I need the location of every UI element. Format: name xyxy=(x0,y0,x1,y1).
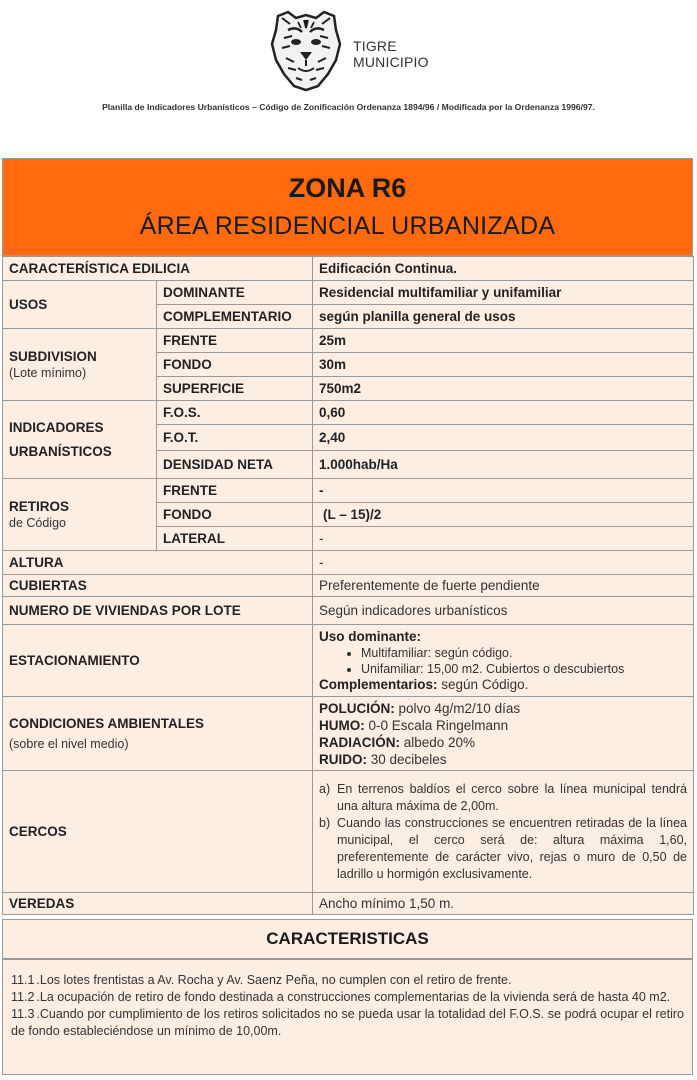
dominante-label: DOMINANTE xyxy=(157,281,313,305)
uso-dominante-title: Uso dominante: xyxy=(319,628,422,644)
list-item: b) Cuando las construcciones se encuentren retiradas de la línea municipal, el cerco será de: altura máxima 1,60, preferentemente de carácter vivo, rejas o muro de 0,50 de ladrillo u hormigón exclusivamente. xyxy=(319,815,687,881)
retiros-frente-label: FRENTE xyxy=(157,479,313,503)
retiros-title: RETIROS xyxy=(9,499,70,514)
viviendas-value: Según indicadores urbanísticos xyxy=(313,597,694,625)
complementario-label: COMPLEMENTARIO xyxy=(157,305,313,329)
list-item: 11.3 .Cuando por cumplimiento de los retiros solicitados no se pueda usar la totalidad del F.O.S. se podrá ocupar el retiro de fondo estableciéndose un mínimo de 10,00m. xyxy=(11,1007,684,1038)
viviendas-label: NUMERO DE VIVIENDAS POR LOTE xyxy=(3,597,313,625)
densidad-value: 1.000hab/Ha xyxy=(313,451,694,479)
caracteristicas-title: CARACTERISTICAS xyxy=(2,919,693,959)
table-row xyxy=(3,479,694,503)
subdivision-note: (Lote mínimo) xyxy=(9,366,87,380)
tiger-head-icon xyxy=(266,8,346,92)
estacionamiento-value xyxy=(313,625,694,697)
table-row xyxy=(3,893,694,915)
list-item: • Multifamiliar: según código. xyxy=(361,645,687,661)
subdivision-label xyxy=(3,329,157,401)
veredas-label: VEREDAS xyxy=(3,893,313,915)
fot-label: F.O.T. xyxy=(157,425,313,451)
cubiertas-label: CUBIERTAS xyxy=(3,575,313,597)
caracteristicas-list xyxy=(2,959,693,1075)
table-row xyxy=(3,329,694,353)
dominante-value: Residencial multifamiliar y unifamiliar xyxy=(313,281,694,305)
indicadores-line-1: INDICADORES xyxy=(9,419,104,435)
estacionamiento-label: ESTACIONAMIENTO xyxy=(3,625,313,697)
subdivision-title: SUBDIVISION xyxy=(9,349,97,364)
veredas-value: Ancho mínimo 1,50 m. xyxy=(313,893,694,915)
indicadores-label xyxy=(3,401,157,479)
subdivision-frente-value: 25m xyxy=(313,329,694,353)
list-item: 11.1 .Los lotes frentistas a Av. Rocha y Av. Saenz Peña, no cumplen con el retiro de frente. xyxy=(11,973,512,987)
cercos-list xyxy=(319,781,687,883)
subdivision-frente-label: FRENTE xyxy=(157,329,313,353)
table-row xyxy=(3,257,694,281)
subdivision-fondo-label: FONDO xyxy=(157,353,313,377)
ambientales-label xyxy=(3,697,313,771)
table-row xyxy=(3,697,694,771)
zona-subtitle: ÁREA RESIDENCIAL URBANIZADA xyxy=(139,212,556,240)
zona-title: ZONA R6 xyxy=(288,173,407,203)
altura-label: ALTURA xyxy=(3,551,313,575)
list-item: 11.2 .La ocupación de retiro de fondo destinada a construcciones complementarias de la vivienda será de hasta 40 m2. xyxy=(11,990,671,1004)
ambientales-title: CONDICIONES AMBIENTALES xyxy=(9,716,205,731)
densidad-label: DENSIDAD NETA xyxy=(157,451,313,479)
table-row xyxy=(3,551,694,575)
ambientales-note: (sobre el nivel medio) xyxy=(9,737,129,751)
indicators-table xyxy=(2,256,694,915)
indicadores-line-2: URBANÍSTICOS xyxy=(9,443,112,459)
superficie-label: SUPERFICIE xyxy=(157,377,313,401)
retiros-fondo-label: FONDO xyxy=(157,503,313,527)
superficie-value: 750m2 xyxy=(313,377,694,401)
cercos-label: CERCOS xyxy=(3,771,313,893)
fos-value: 0,60 xyxy=(313,401,694,425)
altura-value: - xyxy=(313,551,694,575)
retiros-fondo-value: (L – 15)/2 xyxy=(313,503,694,527)
complementario-value: según planilla general de usos xyxy=(313,305,694,329)
table-row xyxy=(3,625,694,697)
retiros-frente-value: - xyxy=(313,479,694,503)
table-row xyxy=(3,281,694,305)
subdivision-fondo-value: 30m xyxy=(313,353,694,377)
retiros-note: de Código xyxy=(9,516,66,530)
brand-name xyxy=(353,38,429,70)
caracteristica-value: Edificación Continua. xyxy=(313,257,694,281)
usos-label: USOS xyxy=(3,281,157,329)
humo-line: HUMO: 0-0 Escala Ringelmann xyxy=(319,717,509,733)
table-row xyxy=(3,401,694,425)
ambientales-value xyxy=(313,697,694,771)
fos-label: F.O.S. xyxy=(157,401,313,425)
cercos-value xyxy=(313,771,694,893)
brand-line-2: MUNICIPIO xyxy=(353,54,429,70)
ruido-line: RUIDO: 30 decibeles xyxy=(319,751,447,767)
caracteristica-label: CARACTERÍSTICA EDILICIA xyxy=(3,257,313,281)
list-item: • Unifamiliar: 15,00 m2. Cubiertos o descubiertos xyxy=(361,661,687,677)
lateral-value: - xyxy=(313,527,694,551)
radiacion-line: RADIACIÓN: albedo 20% xyxy=(319,734,476,750)
cubiertas-value: Preferentemente de fuerte pendiente xyxy=(313,575,694,597)
list-item: a) En terrenos baldíos el cerco sobre la línea municipal tendrá una altura máxima de 2,00m. xyxy=(319,781,687,813)
polucion-line: POLUCIÓN: polvo 4g/m2/10 días xyxy=(319,700,521,716)
document-subtitle: Planilla de Indicadores Urbanísticos – Código de Zonificación Ordenanza 1894/96 / Modificada por la Ordenanza 1996/97. xyxy=(102,102,595,112)
estacionamiento-list xyxy=(319,645,687,677)
brand-line-1: TIGRE xyxy=(353,38,397,54)
complementarios-line: Complementarios: según Código. xyxy=(319,676,529,692)
zona-banner xyxy=(2,158,693,256)
table-row xyxy=(3,575,694,597)
table-row xyxy=(3,771,694,893)
fot-value: 2,40 xyxy=(313,425,694,451)
table-row xyxy=(3,597,694,625)
lateral-label: LATERAL xyxy=(157,527,313,551)
retiros-label xyxy=(3,479,157,551)
